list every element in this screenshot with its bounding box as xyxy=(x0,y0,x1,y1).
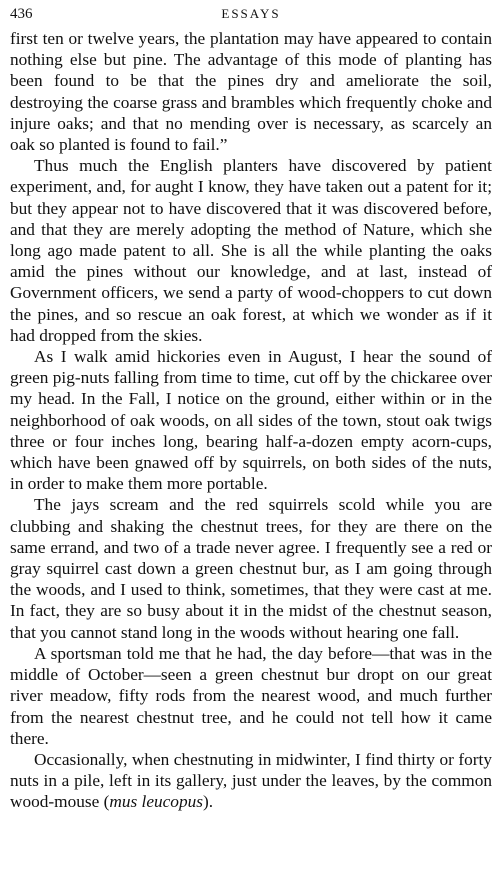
paragraph-jays-and-squirrels: The jays scream and the red squirrels scold while you are clubbing and shaking the chestnut trees, for they are there on the same errand, and two of a trade never agree. I frequently see a red or gray squirrel cast down a green chestnut bur, as I am going through the woods, and I used to think, sometimes, that they were cast at me. In fact, they are so busy about it in the midst of the chestnut season, that you cannot stand long in the woods without hearing one fall. xyxy=(10,495,492,642)
species-name: mus leucopus xyxy=(109,792,203,812)
body-text xyxy=(10,28,492,813)
paragraph-continuation: first ten or twelve years, the plantation may have appeared to contain nothing else but pine. The advantage of this mode of planting has been found to be that the pines dry and ameliorate the soil, destroying the coarse grass and brambles which frequently choke and injure oaks; and that no mending over is necessary, as scarcely an oak so planted is found to fail.” xyxy=(10,29,492,155)
paragraph-wood-mouse-end: ). xyxy=(202,792,214,812)
book-page xyxy=(10,4,492,813)
running-head xyxy=(10,4,492,28)
section-title: ESSAYS xyxy=(221,6,281,21)
paragraph-wood-mouse-text: Occasionally, when chestnuting in midwinter, I find thirty or forty nuts in a pile, left in its gallery, just under the leaves, by the common wood-mouse ( xyxy=(10,749,492,812)
paragraph-wood-mouse xyxy=(10,749,492,813)
paragraph-sportsman: A sportsman told me that he had, the day before—that was in the middle of October—seen a green chestnut bur dropt on our great river meadow, fifty rods from the nearest wood, and much further from the nearest chestnut tree, and he could not tell how it came there. xyxy=(10,643,492,748)
page-number: 436 xyxy=(10,6,33,22)
paragraph-english-planters: Thus much the English planters have discovered by patient experiment, and, for aught I know, they have taken out a patent for it; but they appear not to have discovered that it was discovered before, and that they are merely adopting the method of Nature, which she long ago made patent to all. She is all the while planting the oaks amid the pines without our knowledge, and at last, instead of Government officers, we send a party of wood-choppers to cut down the pines, and so rescue an oak forest, at which we wonder as if it had dropped from the skies. xyxy=(10,156,492,345)
paragraph-hickories: As I walk amid hickories even in August, I hear the sound of green pig-nuts falling from time to time, cut off by the chickaree over my head. In the Fall, I notice on the ground, either within or in the neighborhood of oak woods, on all sides of the town, stout oak twigs three or four inches long, bearing half-a-dozen empty acorn-cups, which have been gnawed off by squirrels, on both sides of the nuts, in order to make them more portable. xyxy=(10,347,492,494)
